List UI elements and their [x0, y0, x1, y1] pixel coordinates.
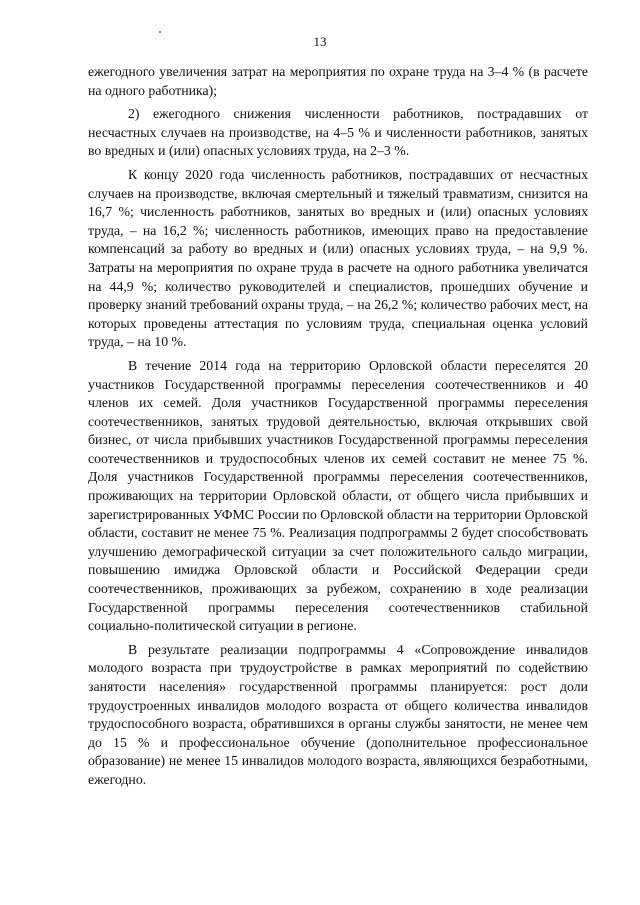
paragraph-item-2: 2) ежегодного снижения численности работников, пострадавших от несчастных случаев на производстве, на 4–5 % и численности работников, занятых во вредных и (или) опасных условиях труда, на 2–3 %. — [88, 106, 588, 159]
paragraph-resettlement-2014: В течение 2014 года на территорию Орловской области переселятся 20 участников Государственной программы переселения соотечественников и 40 членов их семей. Доля участников Государственной программы переселения соотечественников, занятых трудовой деятельностью, включая открывших свой бизнес, от числа прибывших участников Государственной программы переселения соотечественников и трудоспособных членов их семей составит не менее 75 %. Доля участников Государственной программы переселения соотечественников, проживающих на территории Орловской области, от общего числа прибывших и зарегистрированных УФМС России по Орловской области на территории Орловской области, составит не менее 75 %. Реализация подпрограммы 2 будет способствовать улучшению демографической ситуации за счет положительного сальдо миграции, повышению имиджа Орловской области и Российской Федерации среди соотечественников, проживающих за рубежом, сохранению в ходе реализации Государственной программы переселения соотечественников стабильной социально-политической ситуации в регионе. — [88, 357, 588, 634]
scan-speck — [159, 31, 161, 33]
document-body — [88, 63, 588, 795]
paragraph-continuation: ежегодного увеличения затрат на мероприятия по охране труда на 3–4 % (в расчете на одного работника); — [88, 64, 588, 98]
paragraph-labor-safety-2020: К концу 2020 года численность работников, пострадавших от несчастных случаев на производстве, включая смертельный и тяжелый травматизм, снизится на 16,7 %; численность работников, занятых во вредных и (или) опасных условиях труда, – на 16,2 %; численность работников, имеющих право на предоставление компенсаций за работу во вредных и (или) опасных условиях труда, – на 9,9 %. Затраты на мероприятия по охране труда в расчете на одного работника увеличатся на 44,9 %; количество руководителей и специалистов, прошедших обучение и проверку знаний требований охраны труда, – на 26,2 %; количество рабочих мест, на которых проведены аттестация по условиям труда, специальная оценка условий труда, – на 10 %. — [88, 166, 588, 350]
page-number: 13 — [313, 34, 327, 49]
paragraph-subprogram-4: В результате реализации подпрограммы 4 «Сопровождение инвалидов молодого возраста при трудоустройстве в рамках мероприятий по содействию занятости населения» государственной программы планируется: рост доли трудоустроенных инвалидов молодого возраста от общего количества инвалидов трудоспособного возраста, обратившихся в органы службы занятости, не менее чем до 15 % и профессиональное обучение (дополнительное профессиональное образование) не менее 15 инвалидов молодого возраста, являющихся безработными, ежегодно. — [88, 641, 588, 787]
